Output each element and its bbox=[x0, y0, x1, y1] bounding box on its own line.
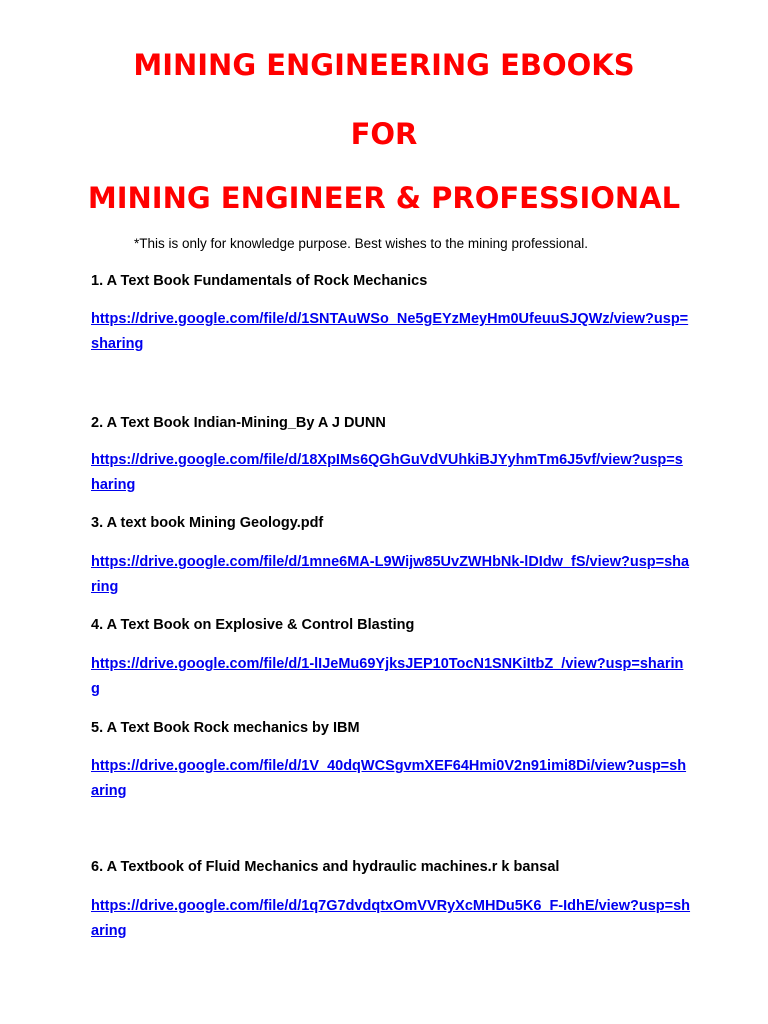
page-title-line-1: MINING ENGINEERING EBOOKS bbox=[133, 48, 635, 82]
ebook-link-6[interactable]: https://drive.google.com/file/d/1q7G7dvdqtxOmVVRyXcMHDu5K6_F-IdhE/view?usp=sharing bbox=[91, 898, 691, 939]
ebook-title-2: 2. A Text Book Indian-Mining_By A J DUNN bbox=[91, 415, 386, 431]
disclaimer-note: *This is only for knowledge purpose. Best wishes to the mining professional. bbox=[134, 236, 588, 251]
ebook-title-4: 4. A Text Book on Explosive & Control Blasting bbox=[91, 617, 415, 633]
ebook-link-2[interactable]: https://drive.google.com/file/d/18XpIMs6QGhGuVdVUhkiBJYyhmTm6J5vf/view?usp=sharing bbox=[91, 452, 683, 493]
ebook-title-5: 5. A Text Book Rock mechanics by IBM bbox=[91, 720, 360, 736]
ebook-title-3: 3. A text book Mining Geology.pdf bbox=[91, 515, 324, 531]
ebook-title-6: 6. A Textbook of Fluid Mechanics and hydraulic machines.r k bansal bbox=[91, 859, 560, 875]
page-title-line-3: MINING ENGINEER & PROFESSIONAL bbox=[87, 181, 681, 215]
ebook-link-3[interactable]: https://drive.google.com/file/d/1mne6MA-L9Wijw85UvZWHbNk-lDIdw_fS/view?usp=sharing bbox=[91, 554, 690, 595]
ebook-link-5[interactable]: https://drive.google.com/file/d/1V_40dqWCSgvmXEF64Hmi0V2n91imi8Di/view?usp=sharing bbox=[91, 758, 687, 799]
ebook-link-1[interactable]: https://drive.google.com/file/d/1SNTAuWSo_Ne5gEYzMeyHm0UfeuuSJQWz/view?usp=sharing bbox=[91, 311, 689, 352]
ebook-title-1: 1. A Text Book Fundamentals of Rock Mechanics bbox=[91, 273, 428, 289]
page-title-line-2: FOR bbox=[350, 117, 418, 151]
ebook-link-4[interactable]: https://drive.google.com/file/d/1-lIJeMu69YjksJEP10TocN1SNKiItbZ_/view?usp=sharing bbox=[91, 656, 684, 697]
